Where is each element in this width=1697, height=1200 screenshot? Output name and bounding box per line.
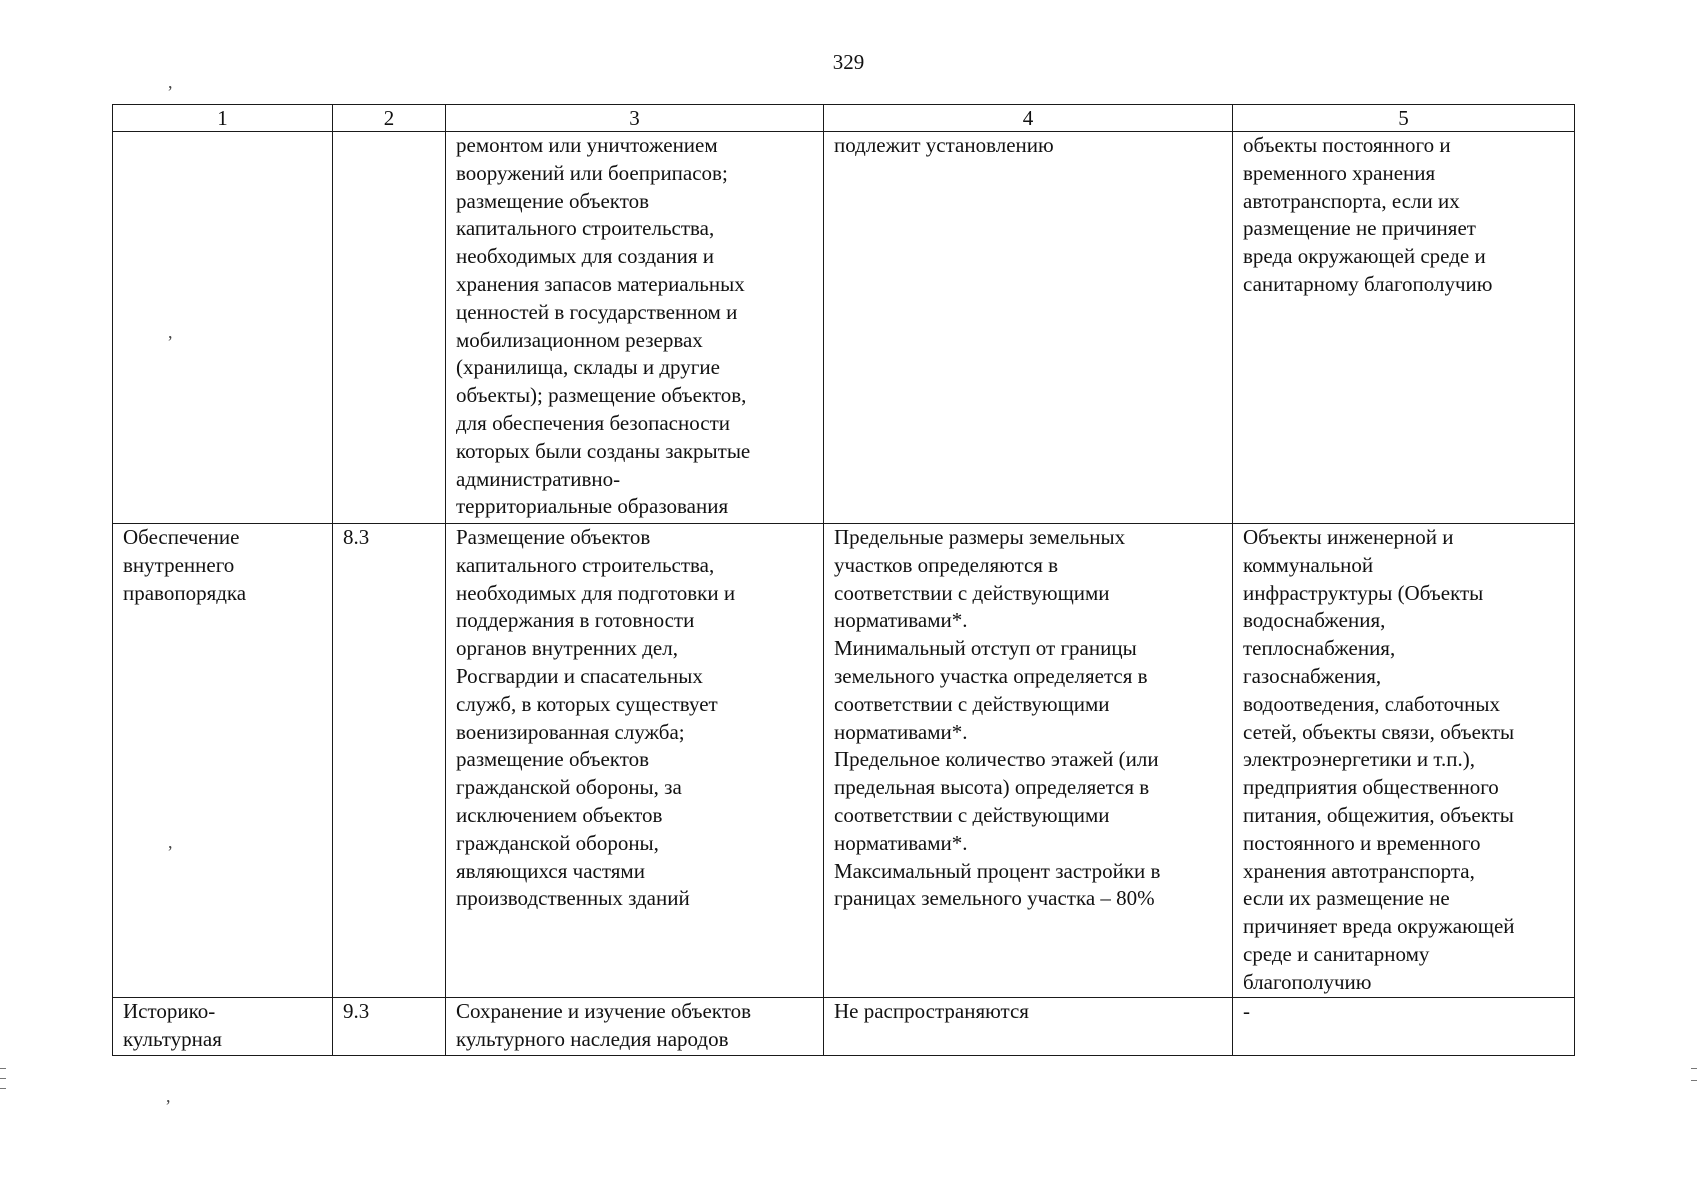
auxiliary-uses-cell: объекты постоянного и временного хранения автотранспорта, если их размещение не причиняет вреда окружающей среде и санитарному благополучию — [1233, 132, 1575, 524]
column-header-3: 3 — [446, 105, 824, 132]
auxiliary-uses-cell: - — [1233, 998, 1575, 1056]
page-number: 329 — [832, 50, 865, 74]
table-row — [113, 998, 1575, 1056]
use-name-cell: Обеспечение внутреннего правопорядка — [113, 524, 333, 998]
parameters-cell: Предельные размеры земельных участков определяются в соответствии с действующими нормативами*. Минимальный отступ от границы земельного участка определяется в соответствии с действующими нормативами*. Предельное количество этажей (или предельная высота) определяется в соответствии с действующими нормативами*. Максимальный процент застройки в границах земельного участка – 80% — [824, 524, 1233, 998]
scan-edge-mark — [0, 1088, 6, 1089]
use-description-cell: Сохранение и изучение объектов культурного наследия народов — [446, 998, 824, 1056]
column-header-2: 2 — [333, 105, 446, 132]
use-code-cell: 8.3 — [333, 524, 446, 998]
column-header-5: 5 — [1233, 105, 1575, 132]
parameters-cell: Не распространяются — [824, 998, 1233, 1056]
table-header-row — [113, 105, 1575, 132]
auxiliary-uses-cell: Объекты инженерной и коммунальной инфраструктуры (Объекты водоснабжения, теплоснабжения, газоснабжения, водоотведения, слаботочных сетей, объекты связи, объекты электроэнергетики и т.п.), предприятия общественного питания, общежития, объекты постоянного и временного хранения автотранспорта, если их размещение не причиняет вреда окружающей среде и санитарному благополучию — [1233, 524, 1575, 998]
scan-edge-mark — [0, 1078, 6, 1079]
table-row — [113, 524, 1575, 998]
use-name-cell — [113, 132, 333, 524]
table-row — [113, 132, 1575, 524]
regulations-table — [112, 104, 1575, 1056]
use-name-cell: Историко- культурная — [113, 998, 333, 1056]
use-description-cell: Размещение объектов капитального строительства, необходимых для подготовки и поддержания в готовности органов внутренних дел, Росгвардии и спасательных служб, в которых существует военизированная служба; размещение объектов гражданской обороны, за исключением объектов гражданской обороны, являющихся частями производственных зданий — [446, 524, 824, 998]
scan-speck: , — [168, 832, 173, 852]
column-header-1: 1 — [113, 105, 333, 132]
parameters-cell: подлежит установлению — [824, 132, 1233, 524]
scan-edge-mark — [1691, 1068, 1697, 1069]
column-header-4: 4 — [824, 105, 1233, 132]
use-description-cell: ремонтом или уничтожением вооружений или боеприпасов; размещение объектов капитального строительства, необходимых для создания и хранения запасов материальных ценностей в государственном и мобилизационном резервах (хранилища, склады и другие объекты); размещение объектов, для обеспечения безопасности которых были созданы закрытые административно- территориальные образования — [446, 132, 824, 524]
scan-speck: , — [166, 1086, 171, 1106]
scan-speck: , — [168, 72, 173, 92]
scan-edge-mark — [1691, 1080, 1697, 1081]
use-code-cell: 9.3 — [333, 998, 446, 1056]
scan-edge-mark — [0, 1068, 6, 1069]
use-code-cell — [333, 132, 446, 524]
scan-speck: , — [168, 322, 173, 342]
